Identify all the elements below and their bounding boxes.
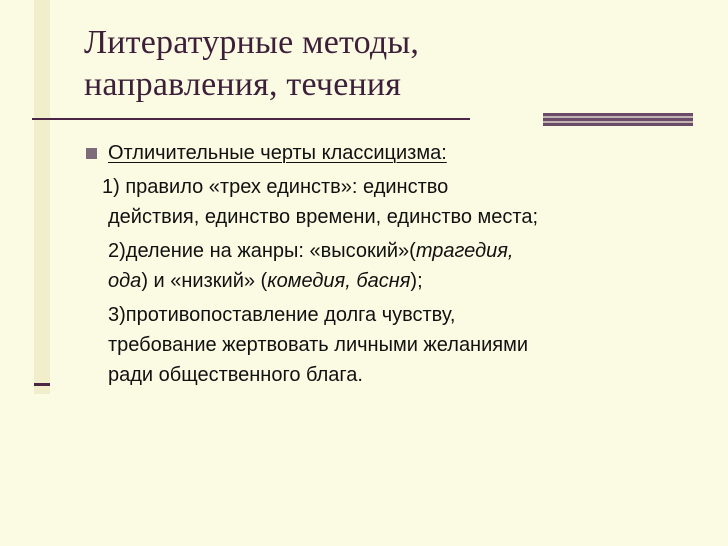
left-bar-rule xyxy=(34,383,50,386)
square-bullet-icon xyxy=(86,148,97,159)
slide-title xyxy=(84,22,644,106)
para2-text-2: ) и «низкий» ( xyxy=(141,270,268,292)
paragraph-duty-vs-feeling xyxy=(86,300,686,390)
title-line-1: Литературные методы, xyxy=(84,24,420,61)
para3-line2: требование жертвовать личными желаниями xyxy=(108,334,529,356)
para2-italic-comedy-fable: комедия, басня xyxy=(267,270,411,292)
slide-body xyxy=(86,138,686,394)
para1-line1: 1) правило «трех единств»: единство xyxy=(102,176,449,198)
paragraph-rule-of-three-unities xyxy=(86,172,686,232)
para2-line2 xyxy=(108,266,686,296)
para1-line2: действия, единство времени, единство места; xyxy=(108,206,539,228)
para2-text-1: 2)деление на жанры: «высокий»( xyxy=(108,240,416,262)
title-underline-rule xyxy=(32,118,470,120)
left-decorative-bar xyxy=(34,0,50,394)
bullet-heading: Отличительные черты классицизма: xyxy=(108,142,447,164)
para2-line1 xyxy=(108,236,686,266)
paragraph-genre-division xyxy=(86,236,686,296)
title-line-2: направления, течения xyxy=(84,66,402,103)
para2-italic-ode: ода xyxy=(108,270,142,292)
para2-italic-tragedy: трагедия, xyxy=(415,240,514,262)
para2-text-3: ); xyxy=(410,270,423,292)
para3-line1: 3)противопоставление долга чувству, xyxy=(108,304,456,326)
bullet-item xyxy=(86,138,686,168)
para3-line3: ради общественного блага. xyxy=(108,364,363,386)
title-accent-rule xyxy=(543,113,693,126)
